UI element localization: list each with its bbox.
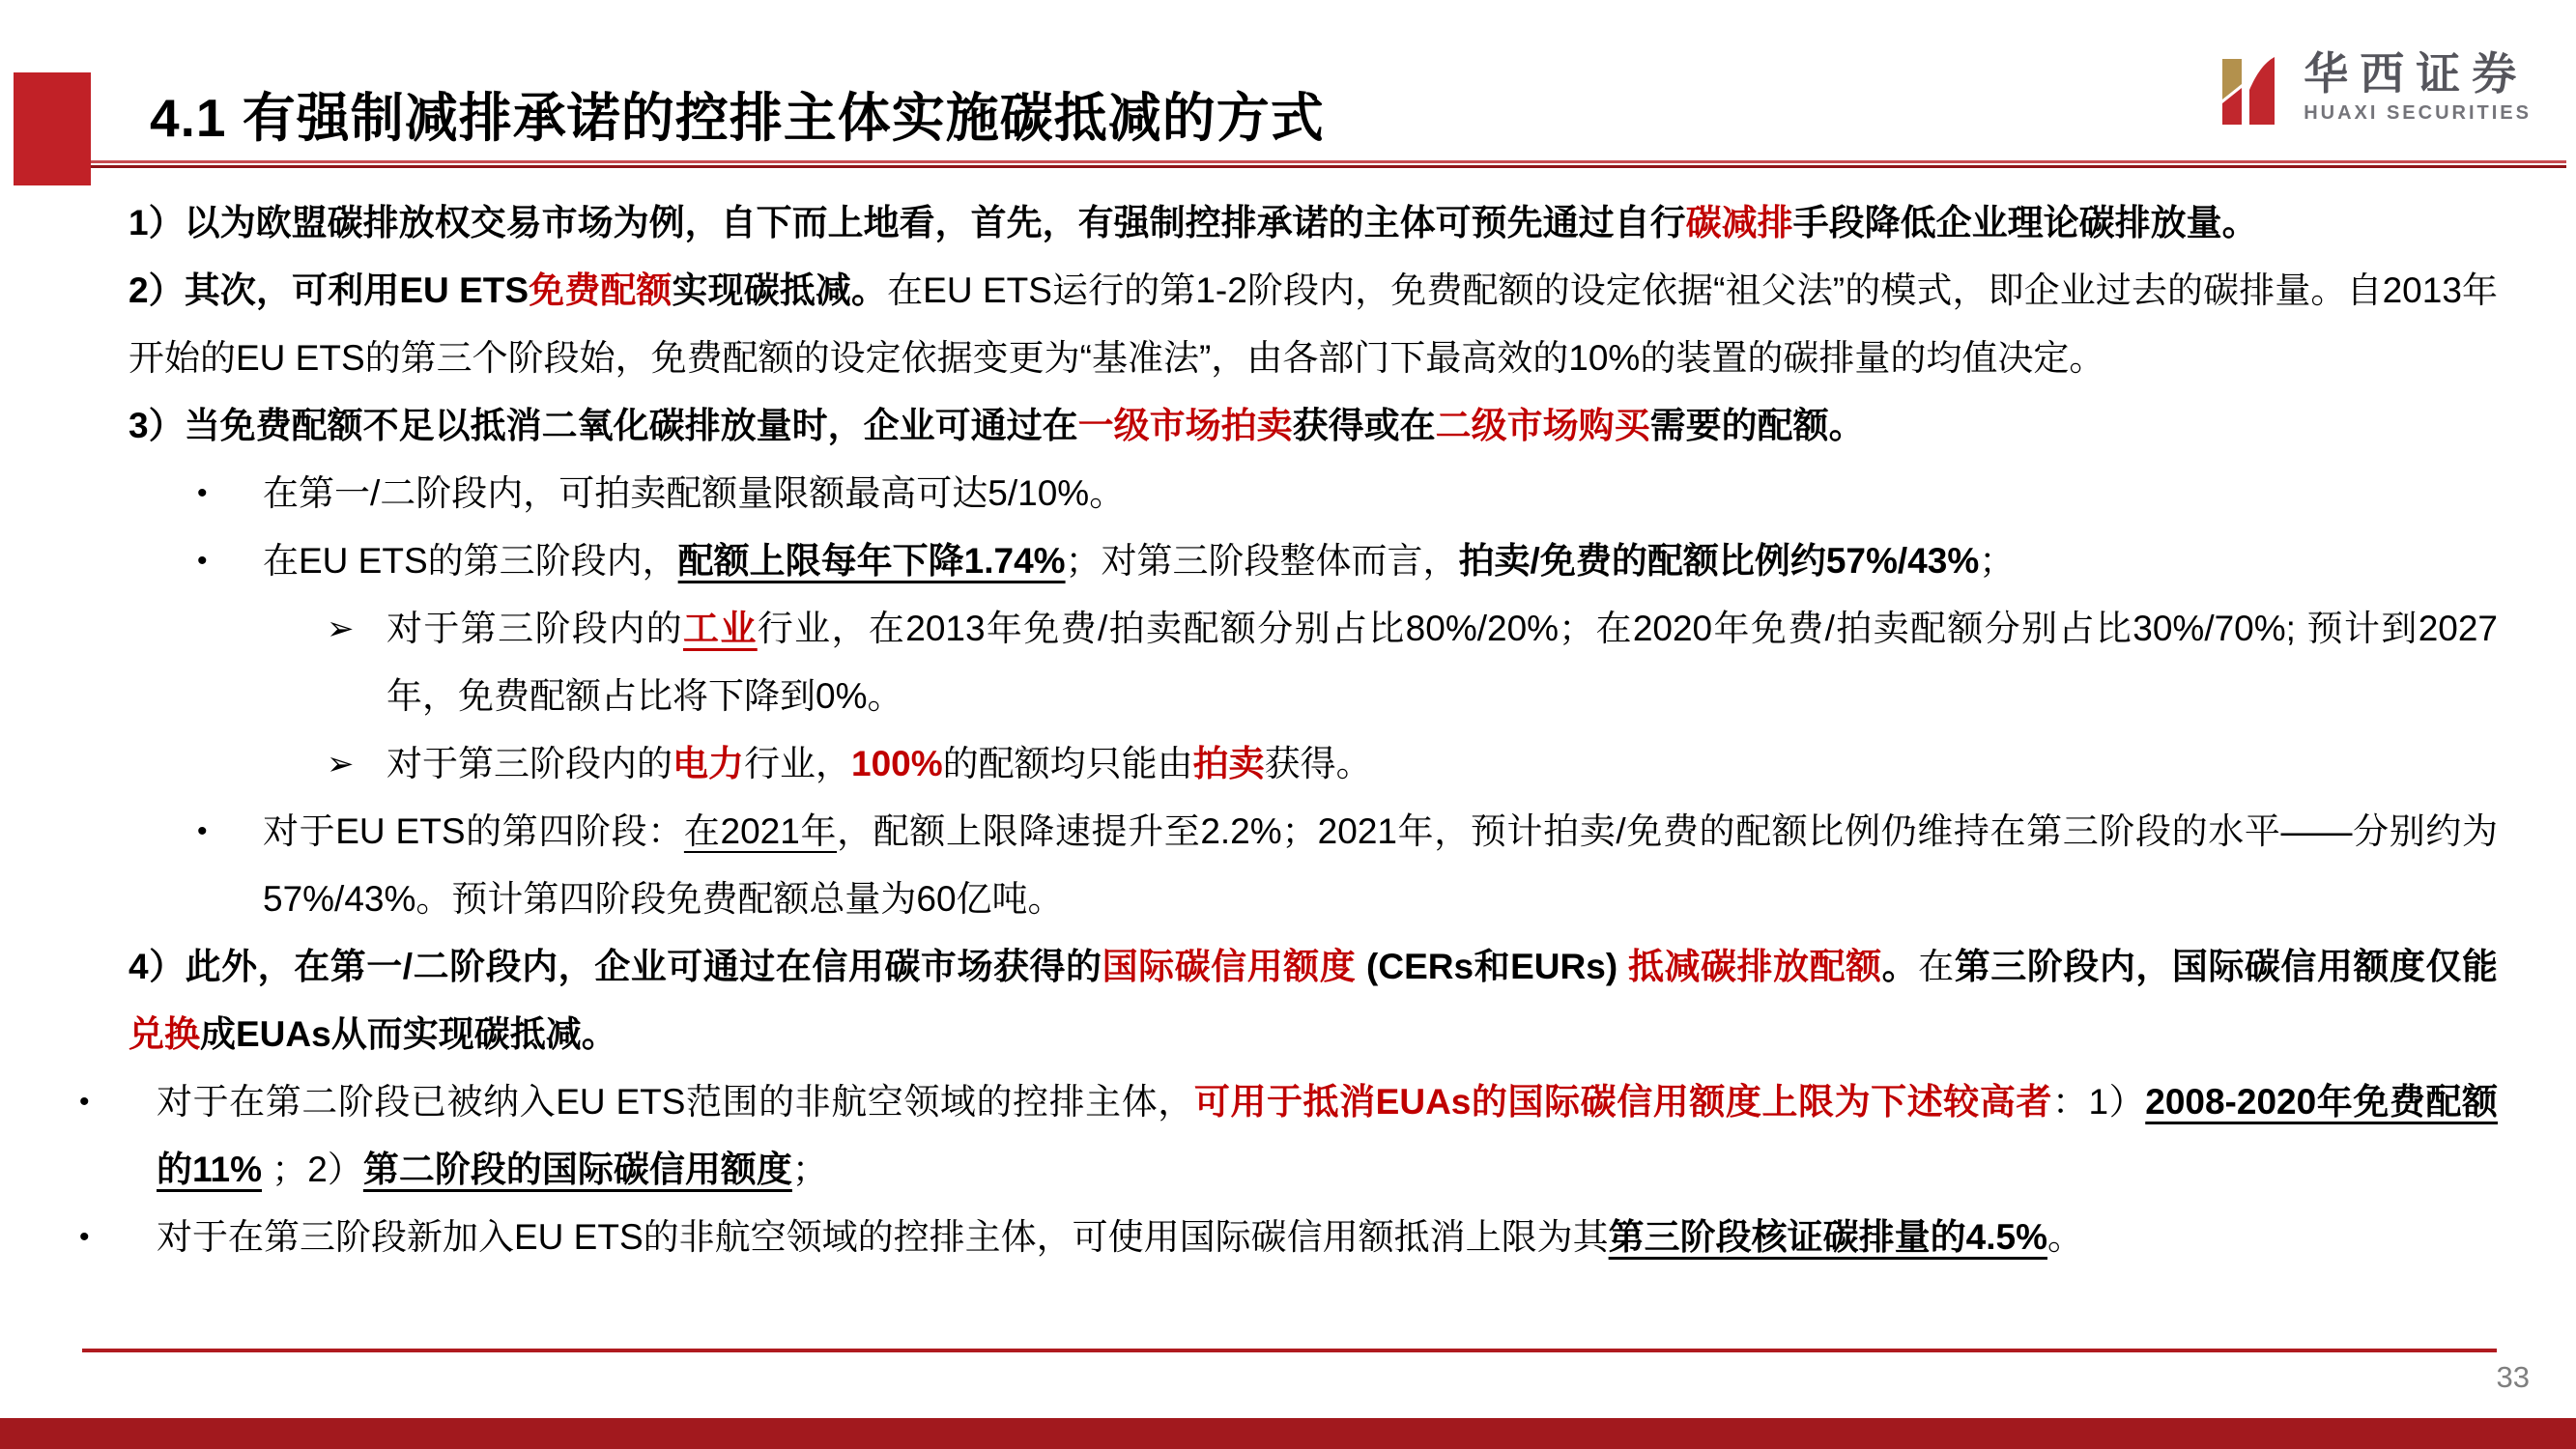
- arrow-item: [77, 730, 2498, 798]
- brand-logo: [2211, 50, 2532, 133]
- text-segment: 第二阶段的国际碳信用额度: [362, 1150, 792, 1189]
- text-segment: ：1）: [2051, 1082, 2146, 1122]
- text-segment: (CERs和EURs): [1356, 947, 1628, 986]
- page-title: 4.1 有强制减排承诺的控排主体实施碳抵减的方式: [150, 88, 1325, 148]
- text-segment: 100%: [851, 744, 943, 783]
- brand-name-en: HUAXI SECURITIES: [2304, 102, 2532, 124]
- text-segment: ，配额上限降速提升至2.2%；2021年，预计拍卖/免费的配额比例仍维持在第三阶段的水平——分别约为57%/43%。预计第四阶段免费配额总量为60亿吨。: [263, 811, 2498, 919]
- text-segment: 内，国际碳信用额度仅能: [2099, 947, 2499, 986]
- bullet-icon: •: [197, 477, 208, 509]
- huaxi-h-icon: [2211, 50, 2288, 133]
- text-segment: 兑换: [129, 1014, 200, 1054]
- text-segment: 国际碳信用额度: [1102, 947, 1357, 986]
- bullet-item: [77, 798, 2498, 933]
- text-segment: 拍卖: [1192, 744, 1265, 783]
- arrow-item: [77, 595, 2498, 730]
- bullet-icon: •: [197, 815, 208, 847]
- text-segment: 在EU ETS的第三阶段内，: [263, 541, 678, 581]
- text-segment: ；: [1979, 541, 2016, 581]
- bullet-icon: •: [79, 1086, 90, 1118]
- text-segment: 的配额均只能由: [942, 744, 1193, 783]
- title-rule-bottom: [24, 165, 2566, 168]
- text-segment: 对于在第二阶段已被纳入EU ETS范围的非航空领域的控排主体，: [157, 1082, 1194, 1122]
- text-segment: 实现碳抵减。: [672, 270, 888, 310]
- text-segment: 第三阶段核证碳排量的4.5%: [1608, 1217, 2047, 1257]
- text-segment: 2）其次，可利用EU ETS: [129, 270, 530, 310]
- bullet-item: [77, 460, 2498, 527]
- text-segment: 可用于抵消EUAs的国际碳信用额度上限为下述较高者: [1193, 1082, 2052, 1122]
- text-segment: 。: [2046, 1217, 2083, 1257]
- bullet-item: [77, 1204, 2498, 1271]
- text-segment: 1）以为欧盟碳排放权交易市场为例，自下而上地看，首先，有强制控排承诺的主体可预先通过自行: [129, 203, 1686, 242]
- text-segment: 抵减碳排放配额: [1627, 947, 1882, 986]
- text-segment: 行业，在2013年免费/拍卖配额分别占比80%/20%；在2020年免费/拍卖配额分别占比30%/70%; 预计到2027年，免费配额占比将下降到0%。: [386, 609, 2499, 716]
- brand-text: [2304, 50, 2532, 125]
- accent-square: [14, 72, 91, 185]
- text-segment: ；对第三阶段整体而言，: [1065, 541, 1459, 581]
- bullet-icon: •: [197, 545, 208, 577]
- paragraph: [77, 392, 2498, 460]
- text-segment: ；2）: [262, 1150, 363, 1189]
- arrow-icon: ➢: [327, 611, 355, 647]
- text-segment: 电力: [673, 744, 744, 783]
- text-segment: 4）此外，在第一/二阶段内，企业可通过在信用碳市场获得的: [129, 947, 1102, 986]
- text-segment: 二级市场购买: [1435, 406, 1650, 445]
- content-area: [77, 189, 2498, 1271]
- paragraph: [77, 933, 2498, 1068]
- text-segment: 手段降低企业理论碳排放量。: [1792, 203, 2258, 242]
- text-segment: 。: [1881, 947, 1919, 986]
- page-number: 33: [2496, 1360, 2530, 1394]
- text-segment: 成EUAs从而实现碳抵减。: [200, 1014, 617, 1054]
- text-segment: 获得或在: [1292, 406, 1436, 445]
- text-segment: 在第一/二阶段内，可拍卖配额量限额最高可达5/10%。: [263, 473, 1126, 513]
- bullet-item: [77, 1068, 2498, 1204]
- text-segment: 一级市场拍卖: [1077, 406, 1293, 445]
- text-segment: 对于在第三阶段新加入EU ETS的非航空领域的控排主体，可使用国际碳信用额抵消上限为其: [157, 1217, 1609, 1257]
- footer-rule: [82, 1349, 2497, 1352]
- bullet-icon: •: [79, 1221, 90, 1253]
- text-segment: 配额上限每年下降1.74%: [677, 541, 1066, 581]
- text-segment: 碳减排: [1685, 203, 1793, 242]
- text-segment: 在EU ETS运行的第1-2阶段内，免费配额的设定依据“祖父法”的模式，即企业过去的碳排量。自2013年开始的EU ETS的第三个阶段始，免费配额的设定依据变更为“基准法”，由各部门下最高效的10%的装置的碳排量的均值决定。: [129, 270, 2499, 378]
- text-segment: 在2021年: [683, 811, 838, 851]
- text-segment: 对于第三阶段内的: [386, 744, 673, 783]
- text-segment: 对于第三阶段内的: [386, 609, 683, 648]
- text-segment: 2008-2020年免费配额的11%: [157, 1082, 2499, 1189]
- text-segment: 获得。: [1264, 744, 1372, 783]
- arrow-icon: ➢: [327, 746, 355, 782]
- text-segment: 需要的配额。: [1649, 406, 1865, 445]
- text-segment: 第三阶段: [1954, 947, 2100, 986]
- text-segment: 3）当免费配额不足以抵消二氧化碳排放量时，企业可通过在: [129, 406, 1078, 445]
- text-segment: 在: [1918, 947, 1955, 986]
- paragraph: [77, 189, 2498, 257]
- title-rule-top: [24, 160, 2566, 163]
- bullet-item: [77, 527, 2498, 595]
- text-segment: 对于EU ETS的第四阶段：: [263, 811, 684, 851]
- text-segment: 免费配额: [529, 270, 673, 310]
- text-segment: ；: [791, 1150, 828, 1189]
- bottom-bar: [0, 1418, 2576, 1449]
- text-segment: 拍卖/免费的配额比例约57%/43%: [1458, 541, 1980, 581]
- brand-name-cn: 华西证券: [2304, 49, 2529, 99]
- paragraph: [77, 257, 2498, 392]
- text-segment: 行业，: [744, 744, 851, 783]
- text-segment: 工业: [683, 609, 758, 648]
